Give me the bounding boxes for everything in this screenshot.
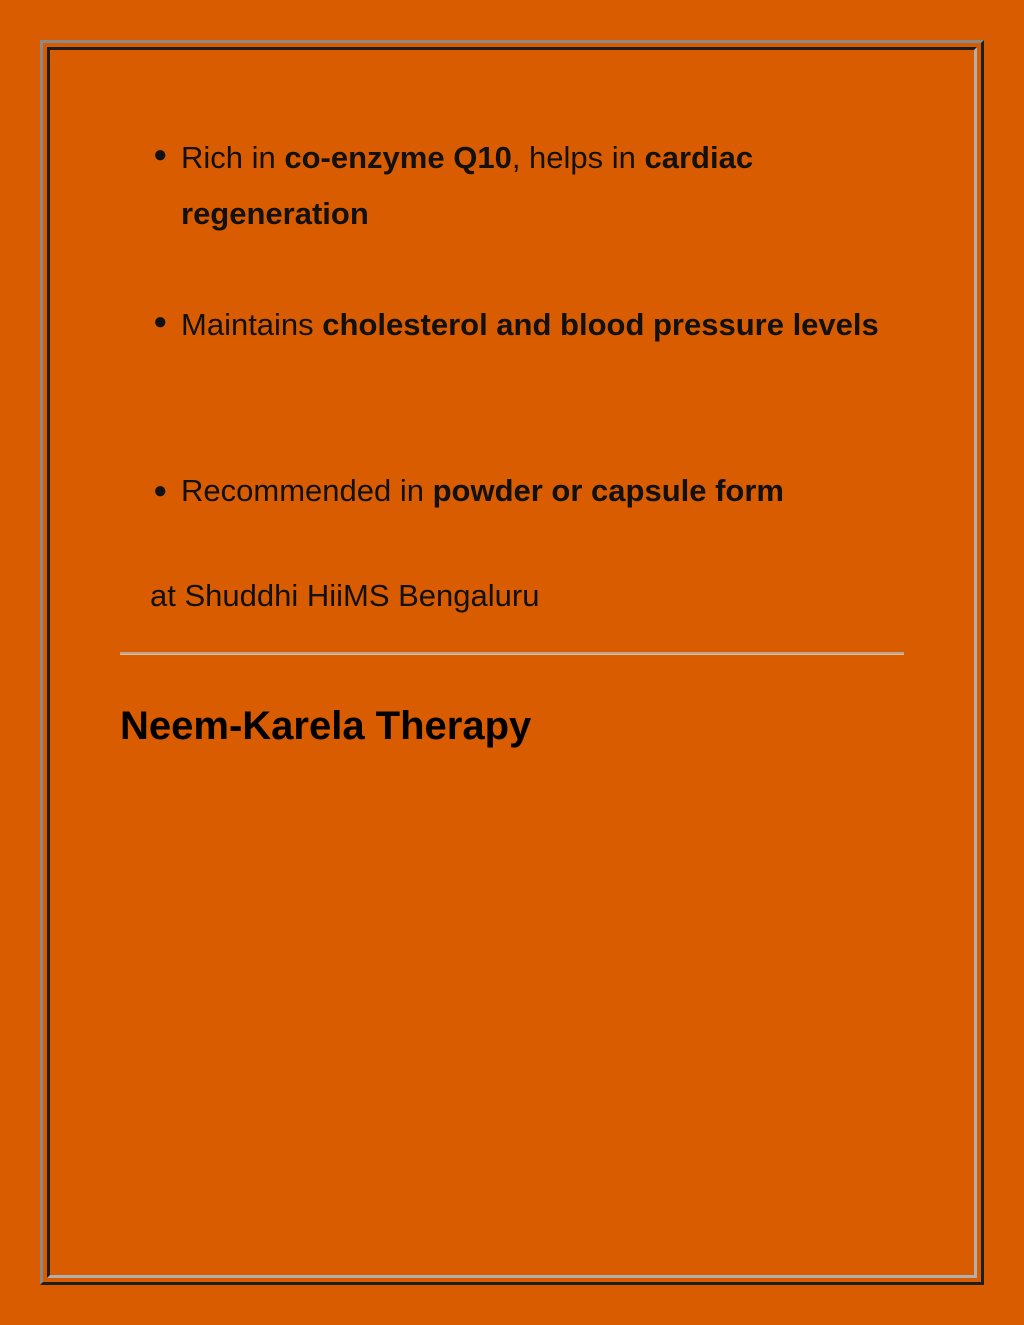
bullet-text-emphasis: powder or capsule form [432,473,784,508]
bullet-text-part: Maintains [181,307,323,342]
bullet-text-part: Recommended in [181,473,433,508]
bullet-text [181,130,880,242]
bullet-text-part: , helps in [511,140,645,175]
bullet-text-emphasis: co-enzyme Q10 [284,140,512,175]
bullet-text [181,467,830,515]
location-line: at Shuddhi HiiMS Bengaluru [150,578,540,613]
bullet-dot-icon: ● [153,141,168,168]
bullet-text-part: Rich in [181,140,285,175]
bullet-item-coenzyme [150,130,880,242]
bullet-dot-icon: ● [153,477,168,504]
bullet-text [181,297,880,353]
bullet-text-emphasis: cardiac regeneration [181,140,754,231]
bullet-dot-icon: ● [153,308,168,335]
bullet-text-emphasis: cholesterol and blood pressure levels [322,307,879,342]
section-heading: Neem-Karela Therapy [120,704,532,748]
bullet-item-cholesterol [150,297,880,353]
bullet-item-form [150,467,830,515]
horizontal-divider [120,652,904,655]
